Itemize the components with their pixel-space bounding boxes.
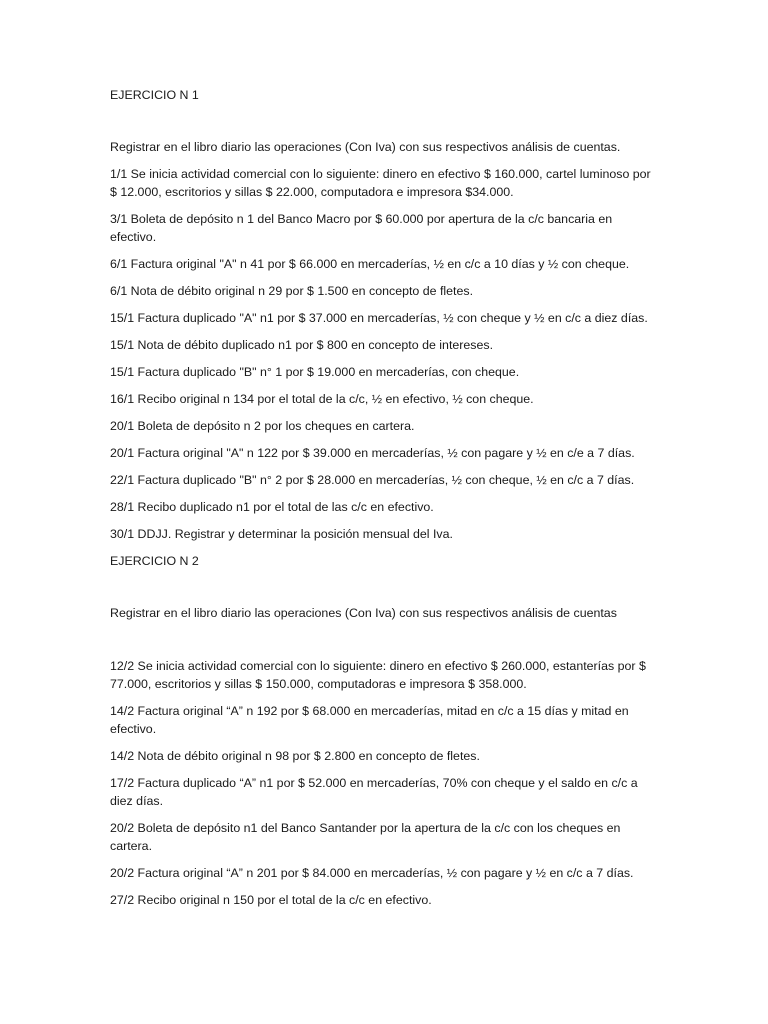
exercise-2-operation: 12/2 Se inicia actividad comercial con lo siguiente: dinero en efectivo $ 260.000, estanterías por $ 77.000, escritorios y sillas $ 150.000, computadoras e impresora $ 358.000. — [110, 659, 646, 691]
exercise-1-operation: 16/1 Recibo original n 134 por el total de la c/c, ½ en efectivo, ½ con cheque. — [110, 392, 534, 406]
exercise-1-operation: 15/1 Nota de débito duplicado n1 por $ 800 en concepto de intereses. — [110, 338, 494, 352]
exercise-1-operation: 22/1 Factura duplicado "B" n° 2 por $ 28.000 en mercaderías, ½ con cheque, ½ en c/c a 7 días. — [110, 473, 635, 487]
exercise-2-operation: 17/2 Factura duplicado “A” n1 por $ 52.000 en mercaderías, 70% con cheque y el saldo en c/c a diez días. — [110, 776, 638, 808]
exercise-1-operation: 15/1 Factura duplicado "A" n1 por $ 37.000 en mercaderías, ½ con cheque y ½ en c/c a diez días. — [110, 311, 648, 325]
exercise-1-operation: 20/1 Factura original "A" n 122 por $ 39.000 en mercaderías, ½ con pagare y ½ en c/e a 7 días. — [110, 446, 635, 460]
exercise-2-title: EJERCICIO N 2 — [110, 554, 199, 568]
exercise-2-instructions: Registrar en el libro diario las operaciones (Con Iva) con sus respectivos análisis de cuentas — [110, 606, 617, 620]
exercise-1-operation: 30/1 DDJJ. Registrar y determinar la posición mensual del Iva. — [110, 527, 453, 541]
exercise-2-operation: 14/2 Factura original “A” n 192 por $ 68.000 en mercaderías, mitad en c/c a 15 días y mitad en efectivo. — [110, 704, 629, 736]
exercise-2-operation: 20/2 Factura original “A” n 201 por $ 84.000 en mercaderías, ½ con pagare y ½ en c/c a 7 días. — [110, 866, 634, 880]
exercise-1-operation: 28/1 Recibo duplicado n1 por el total de las c/c en efectivo. — [110, 500, 434, 514]
exercise-1-operation: 6/1 Nota de débito original n 29 por $ 1.500 en concepto de fletes. — [110, 284, 474, 298]
exercise-1-operation: 1/1 Se inicia actividad comercial con lo siguiente: dinero en efectivo $ 160.000, cartel luminoso por $ 12.000, escritorios y sillas $ 22.000, computadora e impresora $34.000. — [110, 167, 651, 199]
document-body — [110, 86, 658, 918]
exercise-1-instructions: Registrar en el libro diario las operaciones (Con Iva) con sus respectivos análisis de cuentas. — [110, 140, 621, 154]
exercise-1-operation: 3/1 Boleta de depósito n 1 del Banco Macro por $ 60.000 por apertura de la c/c bancaria en efectivo. — [110, 212, 613, 244]
exercise-1-operation: 6/1 Factura original "A" n 41 por $ 66.000 en mercaderías, ½ en c/c a 10 días y ½ con cheque. — [110, 257, 630, 271]
exercise-2-operation: 14/2 Nota de débito original n 98 por $ 2.800 en concepto de fletes. — [110, 749, 480, 763]
exercise-1-operation: 15/1 Factura duplicado "B" n° 1 por $ 19.000 en mercaderías, con cheque. — [110, 365, 520, 379]
exercise-2-operation: 20/2 Boleta de depósito n1 del Banco Santander por la apertura de la c/c con los cheques en cartera. — [110, 821, 621, 853]
exercise-1-operation: 20/1 Boleta de depósito n 2 por los cheques en cartera. — [110, 419, 415, 433]
exercise-2-operation: 27/2 Recibo original n 150 por el total de la c/c en efectivo. — [110, 893, 432, 907]
exercise-1-title: EJERCICIO N 1 — [110, 88, 199, 102]
